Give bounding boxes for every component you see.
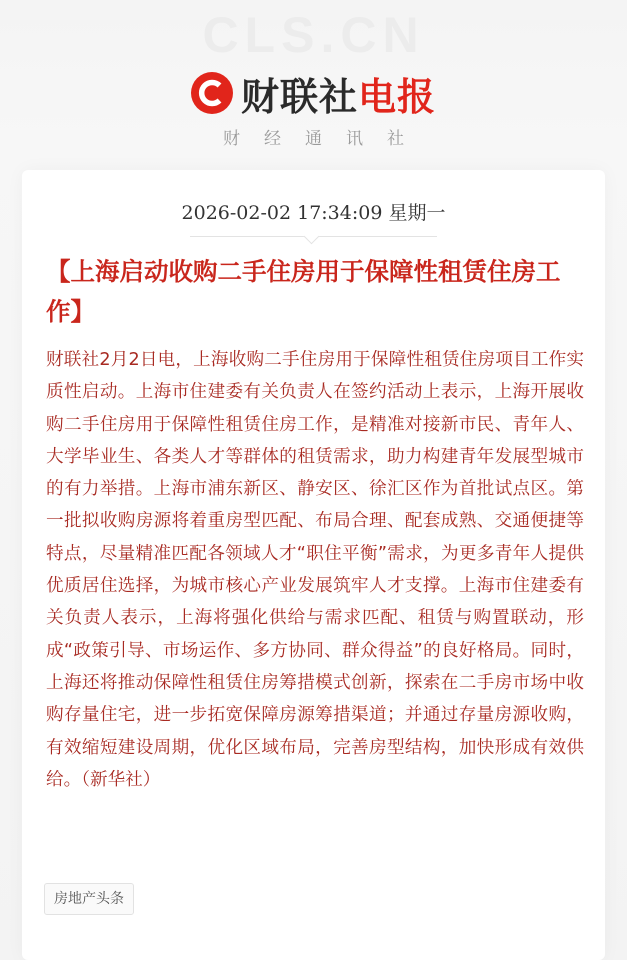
- brand-name-red: 电报: [358, 74, 437, 119]
- brand-logo-icon: [191, 72, 233, 114]
- article-tag[interactable]: 房地产头条: [44, 883, 134, 915]
- brand-subtitle: 财经通讯社: [223, 129, 428, 149]
- article-headline: 【上海启动收购二手住房用于保障性租赁住房工作】: [46, 257, 561, 326]
- brand-name-dark: 财联社: [240, 74, 358, 119]
- brand-name: [241, 66, 436, 121]
- article-datetime: 2026-02-02 17:34:09 星期一: [181, 202, 446, 224]
- watermark: CLS.CN: [202, 7, 425, 63]
- article-body: 财联社2月2日电，上海收购二手住房用于保障性租赁住房项目工作实质性启动。上海市住建委有关负责人在签约活动上表示，上海开展收购二手住房用于保障性租赁住房工作，是精准对接新市民、青年人、大学毕业生、各类人才等群体的租赁需求，助力构建青年发展型城市的有力举措。上海市浦东新区、静安区、徐汇区作为首批试点区。第一批拟收购房源将着重房型匹配、布局合理、配套成熟、交通便捷等特点，尽量精准匹配各领域人才“职住平衡”需求，为更多青年人提供优质居住选择，为城市核心产业发展筑牢人才支撑。上海市住建委有关负责人表示，上海将强化供给与需求匹配、租赁与购置联动，形成“政策引导、市场运作、多方协同、群众得益”的良好格局。同时，上海还将推动保障性租赁住房筹措模式创新，探索在二手房市场中收购存量住宅，进一步拓宽保障房源筹措渠道；并通过存量房源收购，有效缩短建设周期，优化区域布局，完善房型结构，加快形成有效供给。（新华社）: [46, 350, 584, 790]
- brand-header: [0, 68, 627, 118]
